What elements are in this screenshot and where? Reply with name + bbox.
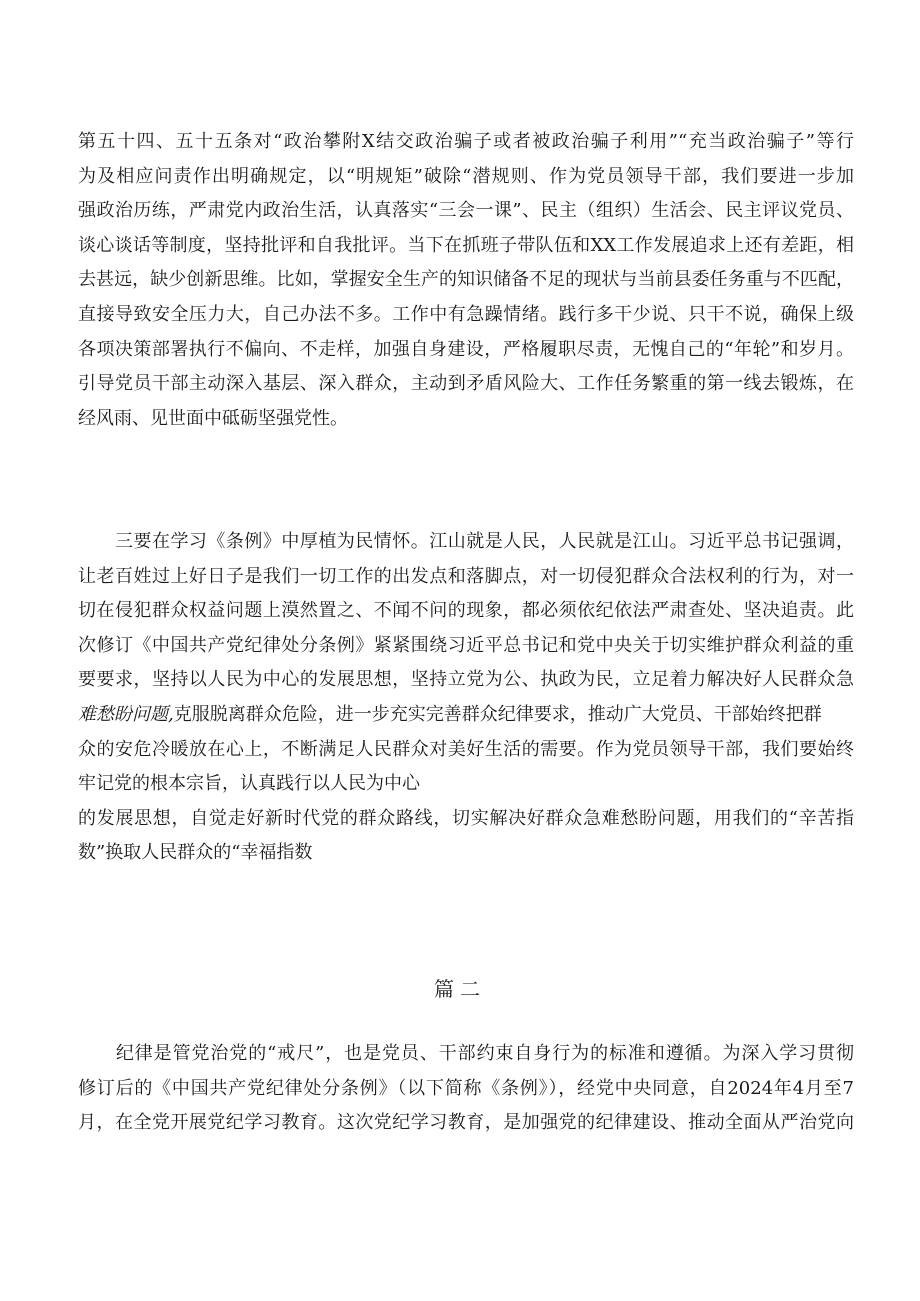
text-line: 要要求，坚持以人民为中心的发展思想，坚持立党为公、执政为民，立足着力解决好人民群众急 bbox=[78, 669, 854, 691]
text-line: 谈心谈话等制度，坚持批评和自我批评。当下在抓班子带队伍和XX工作发展追求上还有差距，相 bbox=[78, 234, 854, 256]
text-line: 数”换取人民群众的“幸福指数 bbox=[78, 842, 313, 864]
text-line: 纪律是管党治党的“戒尺”，也是党员、干部约束自身行为的标准和遵循。为深入学习贯彻 bbox=[78, 1043, 854, 1064]
italic-phrase: 难愁盼问题, bbox=[78, 703, 174, 725]
text-line: 去甚远，缺少创新思维。比如，掌握安全生产的知识储备不足的现状与当前县委任务重与不匹配， bbox=[78, 269, 854, 291]
text-line: 牢记党的根本宗旨，认真践行以人民为中心 bbox=[78, 773, 420, 795]
text-line: 的发展思想，自觉走好新时代党的群众路线，切实解决好群众急难愁盼问题，用我们的“辛苦指 bbox=[78, 807, 854, 829]
text-line: 让老百姓过上好日子是我们一切工作的出发点和落脚点，对一切侵犯群众合法权利的行为，对一 bbox=[78, 565, 854, 587]
text-line-rest: 克服脱离群众危险，进一步充实完善群众纪律要求，推动广大党员、干部始终把群 bbox=[173, 703, 822, 725]
text-line: 切在侵犯群众权益问题上漠然置之、不闻不问的现象，都必须依纪依法严肃查处、坚决追责。此 bbox=[78, 600, 854, 622]
text-line-mixed bbox=[78, 698, 854, 733]
text-line: 各项决策部署执行不偏向、不走样，加强自身建设，严格履职尽责，无愧自己的“年轮”和岁月。 bbox=[78, 338, 854, 360]
text-line: 第五十四、五十五条对“政治攀附X结交政治骗子或者被政治骗子利用”“充当政治骗子”等行 bbox=[78, 131, 854, 152]
text-line: 月，在全党开展党纪学习教育。这次党纪学习教育，是加强党的纪律建设、推动全面从严治党向 bbox=[78, 1112, 854, 1134]
text-line: 修订后的《中国共产党纪律处分条例》（以下简称《条例》），经党中央同意，自2024年4月至7 bbox=[78, 1077, 854, 1099]
section-heading: 篇二 bbox=[434, 977, 486, 1001]
text-line: 经风雨、见世面中砥砺坚强党性。 bbox=[78, 407, 348, 429]
text-line: 次修订《中国共产党纪律处分条例》紧紧围绕习近平总书记和党中央关于切实维护群众利益的重 bbox=[78, 634, 854, 656]
paragraph-2 bbox=[78, 525, 854, 871]
paragraph-1 bbox=[78, 125, 854, 436]
text-line: 强政治历练，严肃党内政治生活，认真落实“三会一课”、民主（组织）生活会、民主评议党员、 bbox=[78, 200, 854, 222]
text-line: 引导党员干部主动深入基层、深入群众，主动到矛盾风险大、工作任务繁重的第一线去锻炼，在 bbox=[78, 373, 854, 395]
text-line: 三要在学习《条例》中厚植为民情怀。江山就是人民，人民就是江山。习近平总书记强调， bbox=[78, 531, 854, 552]
text-line: 为及相应问责作出明确规定，以“明规矩”破除“潜规则、作为党员领导干部，我们要进一步加 bbox=[78, 165, 854, 187]
text-line: 众的安危冷暖放在心上，不断满足人民群众对美好生活的需要。作为党员领导干部，我们要始终 bbox=[78, 738, 854, 760]
paragraph-3 bbox=[78, 1037, 854, 1141]
text-line: 直接导致安全压力大，自己办法不多。工作中有急躁情绪。践行多干少说、只干不说，确保上级 bbox=[78, 303, 854, 325]
